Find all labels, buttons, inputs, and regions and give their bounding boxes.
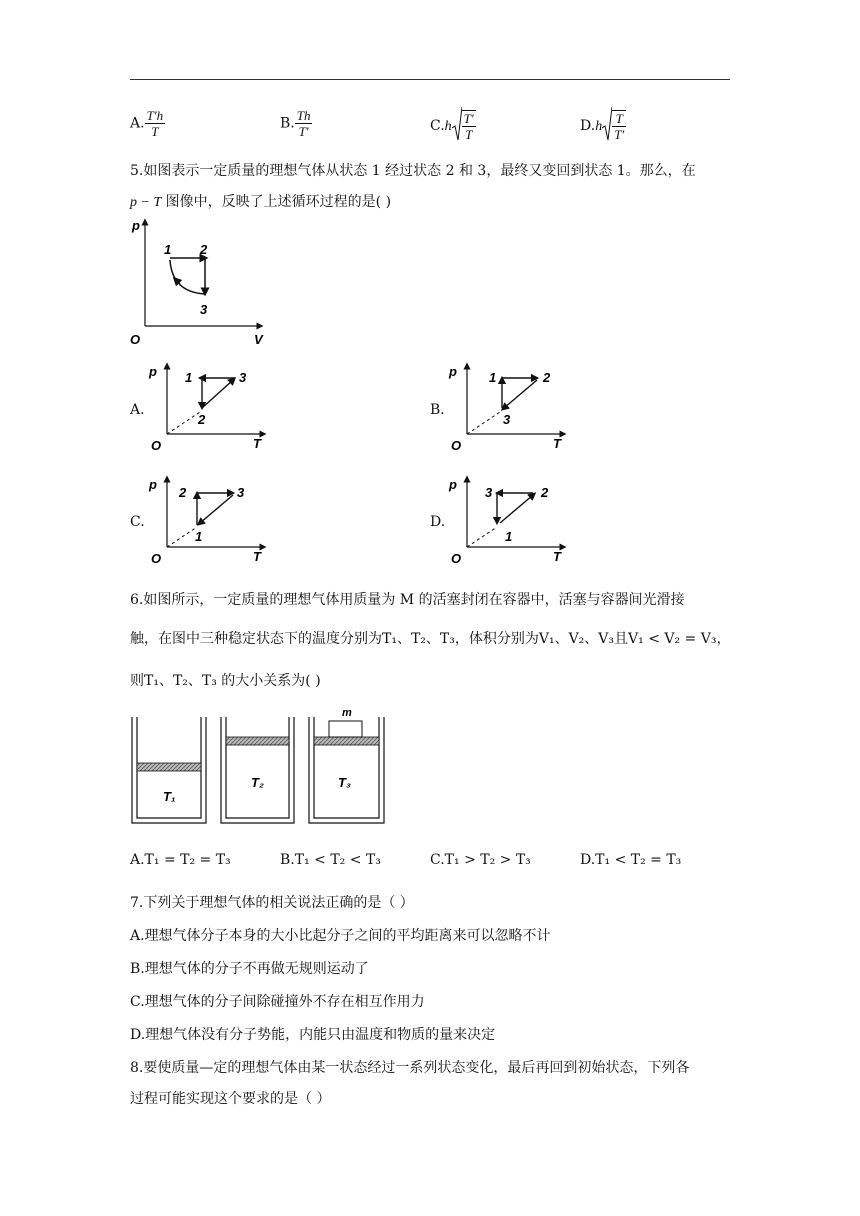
q5-option-d-graph[interactable] [445, 473, 570, 565]
svg-text:T: T [553, 549, 561, 564]
svg-text:3: 3 [485, 485, 493, 500]
q6-option-a[interactable]: A.T₁ = T₂ = T₃ [130, 852, 231, 868]
sqrt-symbol [452, 106, 462, 146]
q8-stem-line2: 过程可能实现这个要求的是（ ） [130, 1091, 331, 1107]
q5-option-d-letter: D. [430, 514, 446, 530]
svg-text:p: p [449, 477, 457, 492]
state-2-label: 2 [200, 242, 208, 257]
q6-stem-line2: 触，在图中三种稳定状态下的温度分别为T₁、T₂、T₃，体积分别为V₁、V₂、V₃且V₁ < V₂ = V₃， [130, 631, 731, 647]
q7-option-c[interactable]: C.理想气体的分子间除碰撞外不存在相互作用力 [130, 994, 425, 1010]
container-1-temp: T₁ [163, 789, 176, 804]
q5-option-a-graph[interactable] [145, 360, 270, 452]
svg-text:T: T [253, 436, 261, 451]
container-3-temp: T₃ [338, 775, 351, 790]
q7-option-d[interactable]: D.理想气体没有分子势能，内能只由温度和物质的量来决定 [130, 1027, 496, 1043]
sqrt-symbol [602, 106, 612, 146]
header-rule [130, 79, 730, 80]
svg-text:1: 1 [505, 529, 513, 544]
pv-cycle-diagram [128, 216, 268, 348]
svg-text:3: 3 [237, 485, 245, 500]
svg-text:3: 3 [239, 370, 247, 385]
q7-stem: 7.下列关于理想气体的相关说法正确的是（ ） [130, 895, 414, 911]
svg-text:p: p [149, 477, 157, 492]
q8-stem-line1: 8.要使质量—定的理想气体由某一状态经过一系列状态变化，最后再回到初始状态，下列各 [130, 1060, 690, 1076]
q6-stem-line1: 6.如图所示，一定质量的理想气体用质量为 M 的活塞封闭在容器中，活塞与容器间光滑接 [130, 592, 685, 608]
svg-text:p: p [149, 364, 157, 379]
svg-text:1: 1 [195, 529, 203, 544]
q4-option-a[interactable]: A. $\frac{T'h}{T}$ [130, 108, 164, 139]
origin-label: O [130, 332, 141, 347]
q6-option-d[interactable]: D.T₁ < T₂ = T₃ [580, 852, 682, 868]
q5-stem-line1: 5.如图表示一定质量的理想气体从状态 1 经过状态 2 和 3，最终又变回到状态 1。那么，在 [130, 163, 696, 179]
svg-text:O: O [451, 438, 462, 452]
q6-stem-line3: 则T₁、T₂、T₃ 的大小关系为( ) [130, 673, 321, 689]
svg-text:2: 2 [198, 412, 206, 427]
svg-text:2: 2 [179, 485, 187, 500]
svg-text:T: T [553, 436, 561, 451]
mass-label: m [342, 707, 352, 719]
q7-option-a[interactable]: A.理想气体分子本身的大小比起分子之间的平均距离来可以忽略不计 [130, 928, 551, 944]
q5-option-c-letter: C. [130, 514, 145, 530]
svg-text:1: 1 [489, 370, 497, 385]
q4-option-c[interactable]: C.h $\frac{T'}{T}$ [430, 106, 476, 146]
svg-text:3: 3 [503, 412, 511, 427]
svg-text:2: 2 [541, 485, 549, 500]
q5-stem-line2: p − T 图像中，反映了上述循环过程的是( ) [130, 194, 392, 210]
svg-text:O: O [151, 551, 162, 565]
svg-text:O: O [451, 551, 462, 565]
svg-text:1: 1 [185, 370, 193, 385]
state-3-label: 3 [200, 302, 208, 317]
svg-text:2: 2 [543, 370, 551, 385]
q6-option-b[interactable]: B.T₁ < T₂ < T₃ [280, 852, 381, 868]
state-1-label: 1 [164, 242, 172, 257]
v-axis-label: V [254, 332, 263, 347]
q4-option-d[interactable]: D.h $\frac{T}{T'}$ [580, 106, 626, 146]
svg-text:O: O [151, 438, 162, 452]
q5-option-c-graph[interactable] [145, 473, 270, 565]
p-axis-label: p [132, 218, 140, 233]
svg-text:T: T [253, 549, 261, 564]
q4-option-b[interactable]: B. $\frac{Th}{T'}$ [280, 108, 311, 139]
container-2-temp: T₂ [251, 775, 264, 790]
q6-option-c[interactable]: C.T₁ > T₂ > T₃ [430, 852, 531, 868]
q7-option-b[interactable]: B.理想气体的分子不再做无规则运动了 [130, 961, 369, 977]
q5-option-a-letter: A. [130, 402, 145, 418]
q5-option-b-letter: B. [430, 402, 445, 418]
svg-text:p: p [449, 364, 457, 379]
q5-option-b-graph[interactable] [445, 360, 570, 452]
q6-containers-figure [130, 705, 395, 831]
